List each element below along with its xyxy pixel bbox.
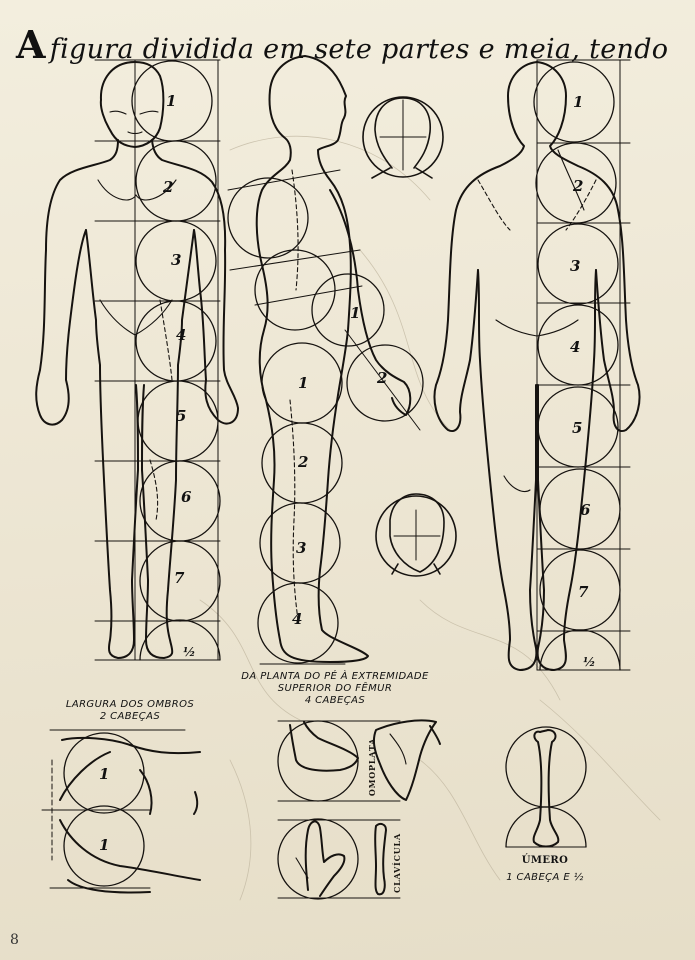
back-number-7: 7 xyxy=(578,583,589,601)
side-leg-number-3: 3 xyxy=(296,539,307,557)
clavicle-diagram xyxy=(375,824,386,894)
front-number-2: 2 xyxy=(163,178,174,196)
front-number-5: 5 xyxy=(176,407,187,425)
back-figure xyxy=(435,60,640,670)
page-number: 8 xyxy=(10,932,19,948)
umero-label: ÚMERO xyxy=(521,855,569,866)
front-figure xyxy=(36,60,238,660)
side-leg-number-1: 1 xyxy=(298,374,309,392)
scapula-diagram xyxy=(374,720,440,800)
side-arm-number-1: 1 xyxy=(350,304,361,322)
humerus-diagram xyxy=(506,727,586,847)
shoulders-diagram xyxy=(42,730,200,893)
back-head-circles xyxy=(534,62,620,670)
side-caption xyxy=(230,671,440,707)
omoplata-label: OMOPLATA xyxy=(367,737,377,797)
shoulders-caption-line2: 2 CABEÇAS xyxy=(99,711,161,722)
front-number-6: 6 xyxy=(181,488,192,506)
shoulder-number-top: 1 xyxy=(99,765,110,783)
side-caption-line1: DA PLANTA DO PÉ À EXTREMIDADE xyxy=(241,671,429,682)
back-number-3: 3 xyxy=(570,257,581,275)
shoulders-caption xyxy=(55,699,205,723)
shoulders-caption-line1: LARGURA DOS OMBROS xyxy=(65,699,195,710)
front-number-4: 4 xyxy=(176,326,187,344)
side-figure xyxy=(228,56,423,664)
side-leg-number-4: 4 xyxy=(292,610,303,628)
hand-diagram xyxy=(278,819,400,899)
back-number-5: 5 xyxy=(572,419,583,437)
shoulder-number-bottom: 1 xyxy=(99,836,110,854)
side-arm-number-2: 2 xyxy=(377,369,388,387)
back-number-2: 2 xyxy=(573,177,584,195)
back-number-1: 1 xyxy=(573,93,584,111)
front-number-1: 1 xyxy=(166,92,177,110)
front-number-half: ½ xyxy=(183,645,196,659)
front-body-outline xyxy=(36,62,238,658)
side-circles xyxy=(228,178,423,663)
back-number-6: 6 xyxy=(580,501,591,519)
umero-sublabel: 1 CABEÇA E ½ xyxy=(506,872,584,883)
head-bottom-view xyxy=(376,494,456,576)
back-numbers xyxy=(570,93,596,669)
front-number-7: 7 xyxy=(174,569,185,587)
back-number-half: ½ xyxy=(583,655,596,669)
head-top-view xyxy=(363,97,443,178)
front-number-3: 3 xyxy=(171,251,182,269)
side-leg-number-2: 2 xyxy=(298,453,309,471)
title-text: figura dividida em sete partes e meia, tendo xyxy=(49,34,669,65)
clavicula-label: CLAVÍCULA xyxy=(392,833,402,893)
back-number-4: 4 xyxy=(570,338,581,356)
side-caption-line2: SUPERIOR DO FÊMUR xyxy=(277,683,393,694)
title-initial: A xyxy=(16,22,46,67)
side-caption-line3: 4 CABEÇAS xyxy=(304,695,366,706)
foot-diagram xyxy=(278,721,400,801)
